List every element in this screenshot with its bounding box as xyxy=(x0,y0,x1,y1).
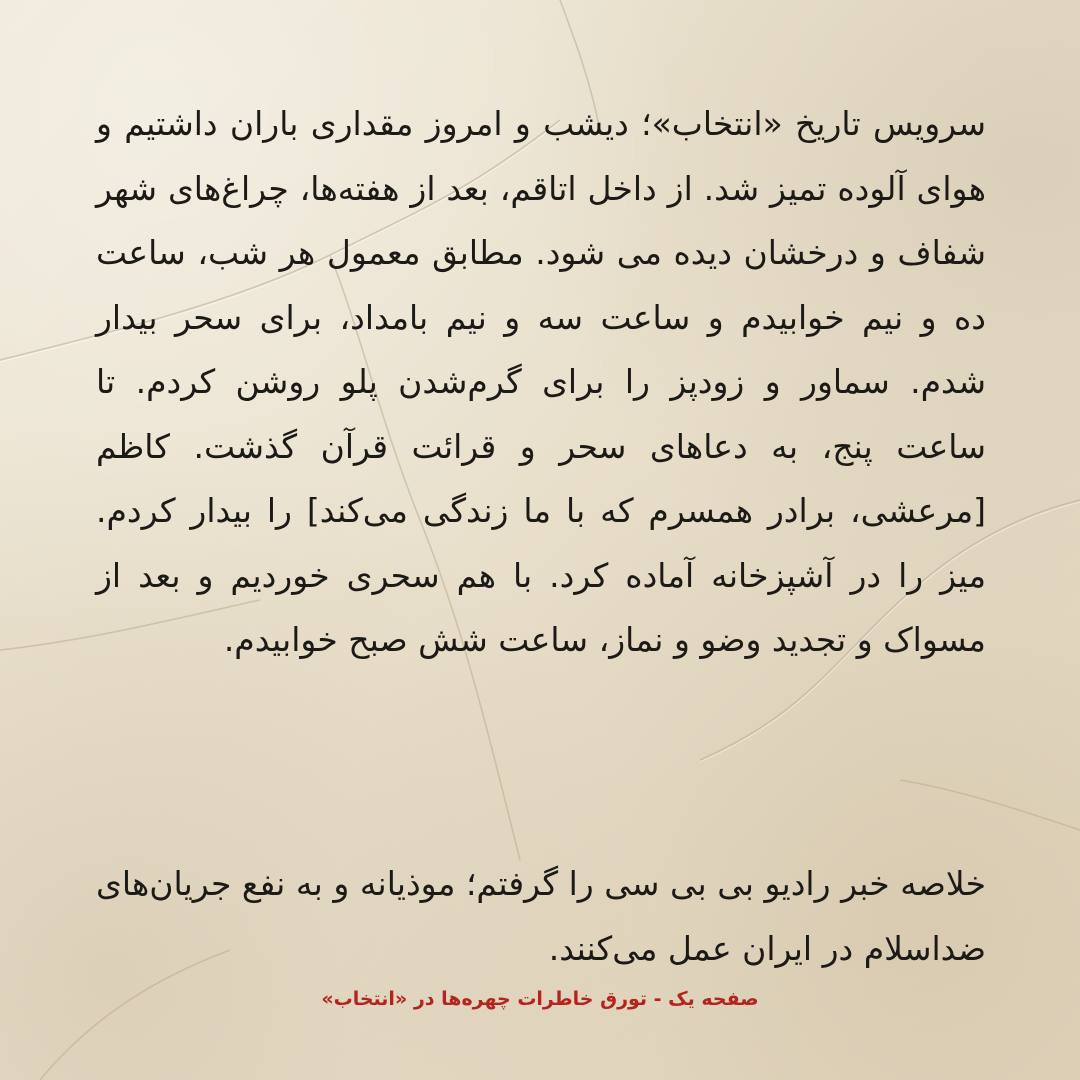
memoir-paragraph: سرویس تاریخ «انتخاب»؛ دیشب و امروز مقداری باران داشتیم و هوای آلوده تمیز شد. از داخل اتاقم، بعد از هفته‌ها، چراغ‌های شهر شفاف و درخشان دیده می شود. مطابق معمول هر شب، ساعت ده و نیم خوابیدم و ساعت سه و نیم بامداد، برای سحر بیدار شدم. سماور و زودپز را برای گرم‌شدن پلو روشن کردم. تا ساعت پنج، به دعاهای سحر و قرائت قرآن گذشت. کاظم [مرعشی، برادر همسرم که با ما زندگی می‌کند] را بیدار کردم. میز را در آشپزخانه آماده کرد. با هم سحری خوردیم و بعد از مسواک و تجدید وضو و نماز، ساعت شش صبح خوابیدم. xyxy=(96,104,986,659)
bbc-summary-paragraph: خلاصه خبر رادیو بی بی سی را گرفتم؛ موذیانه و به نفع جریان‌های ضداسلام در ایران عمل می‌کنند. xyxy=(96,864,986,968)
page-caption: صفحه یک - تورق خاطرات چهره‌ها در «انتخاب» xyxy=(321,988,759,1010)
